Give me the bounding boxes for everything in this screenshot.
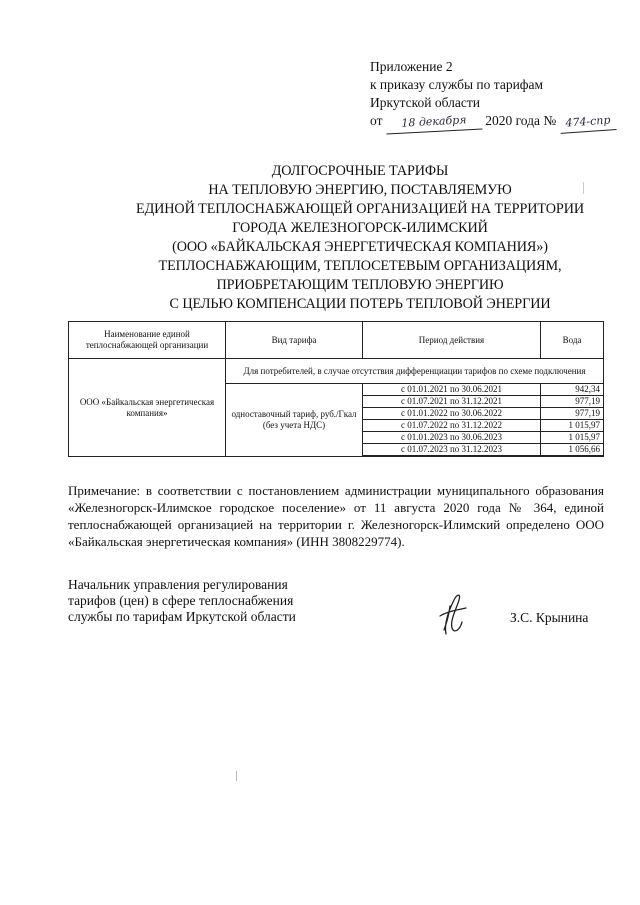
document-title	[80, 162, 640, 314]
consumer-note-cell: Для потребителей, в случае отсутствия дифференциации тарифов по схеме подключения	[226, 359, 604, 384]
signer-position-line-2: тарифов (цен) в сфере теплоснабжения	[68, 593, 294, 608]
header-period: Период действия	[363, 322, 541, 359]
remark-paragraph: Примечание: в соответствии с постановлением администрации муниципального образования «Железногорск-Илимское городское поселение» от 11 августа 2020 года № 364, единой теплоснабжающей организацией на территории г. Железногорск-Илимский определено ООО «Байкальская энергетическая компания» (ИНН 3808229774).	[68, 483, 604, 549]
org-name-cell: ООО «Байкальская энергетическая компания»	[69, 359, 226, 457]
signer-name: З.С. Крынина	[510, 610, 589, 625]
signer-position-line-3: службы по тарифам Иркутской области	[68, 609, 296, 624]
water-value-cell: 977,19	[541, 396, 604, 408]
handwritten-order-number: 474-спр	[559, 111, 616, 134]
water-value-cell: 977,19	[541, 408, 604, 420]
title-line-3: ЕДИНОЙ ТЕПЛОСНАБЖАЮЩЕЙ ОРГАНИЗАЦИЕЙ НА ТЕРРИТОРИИ	[136, 201, 584, 217]
title-line-8: С ЦЕЛЬЮ КОМПЕНСАЦИИ ПОТЕРЬ ТЕПЛОВОЙ ЭНЕРГИИ	[169, 296, 551, 312]
period-cell: с 01.01.2023 по 30.06.2023	[363, 432, 541, 444]
water-value-cell: 1 015,97	[541, 420, 604, 432]
signer-position-line-1: Начальник управления регулирования	[68, 577, 288, 592]
title-line-6: ТЕПЛОСНАБЖАЮЩИМ, ТЕПЛОСЕТЕВЫМ ОРГАНИЗАЦИЯМ,	[158, 258, 562, 274]
appendix-order-ref: к приказу службы по тарифам	[370, 77, 544, 92]
title-line-4: ГОРОДА ЖЕЛЕЗНОГОРСК-ИЛИМСКИЙ	[232, 220, 488, 236]
title-line-2: НА ТЕПЛОВУЮ ЭНЕРГИЮ, ПОСТАВЛЯЕМУЮ	[208, 182, 512, 198]
period-spacer	[363, 456, 541, 457]
header-org: Наименование единой теплоснабжающей организации	[69, 322, 226, 359]
appendix-title: Приложение 2	[370, 59, 453, 74]
handwritten-signature	[432, 590, 472, 638]
water-value-cell: 942,34	[541, 384, 604, 396]
period-cell: с 01.07.2021 по 31.12.2021	[363, 396, 541, 408]
scan-speck	[236, 771, 237, 781]
period-cell: с 01.01.2022 по 30.06.2022	[363, 408, 541, 420]
title-line-7: ПРИОБРЕТАЮЩИМ ТЕПЛОВУЮ ЭНЕРГИЮ	[216, 277, 504, 293]
table-header-row	[69, 322, 604, 359]
tariff-table	[68, 321, 604, 457]
signer-block	[68, 577, 296, 625]
header-type: Вид тарифа	[226, 322, 363, 359]
header-water: Вода	[541, 322, 604, 359]
date-suffix: 2020 года №	[485, 113, 557, 128]
appendix-region: Иркутской области	[370, 95, 481, 110]
period-cell: с 01.07.2023 по 31.12.2023	[363, 444, 541, 456]
water-spacer	[541, 456, 604, 457]
water-value-cell: 1 056,66	[541, 444, 604, 456]
period-cell: с 01.01.2021 по 30.06.2021	[363, 384, 541, 396]
tariff-type-cell: одноставочный тариф, руб./Гкал (без учета НДС)	[226, 384, 363, 457]
period-cell: с 01.07.2022 по 31.12.2022	[363, 420, 541, 432]
appendix-block	[370, 58, 616, 132]
date-prefix: от	[370, 113, 383, 128]
table-row	[69, 359, 604, 384]
title-line-5: (ООО «БАЙКАЛЬСКАЯ ЭНЕРГЕТИЧЕСКАЯ КОМПАНИЯ»)	[172, 239, 548, 255]
title-line-1: ДОЛГОСРОЧНЫЕ ТАРИФЫ	[271, 163, 449, 179]
water-value-cell: 1 015,97	[541, 432, 604, 444]
handwritten-date: 18 декабря	[385, 111, 482, 135]
appendix-date-line	[370, 112, 616, 132]
